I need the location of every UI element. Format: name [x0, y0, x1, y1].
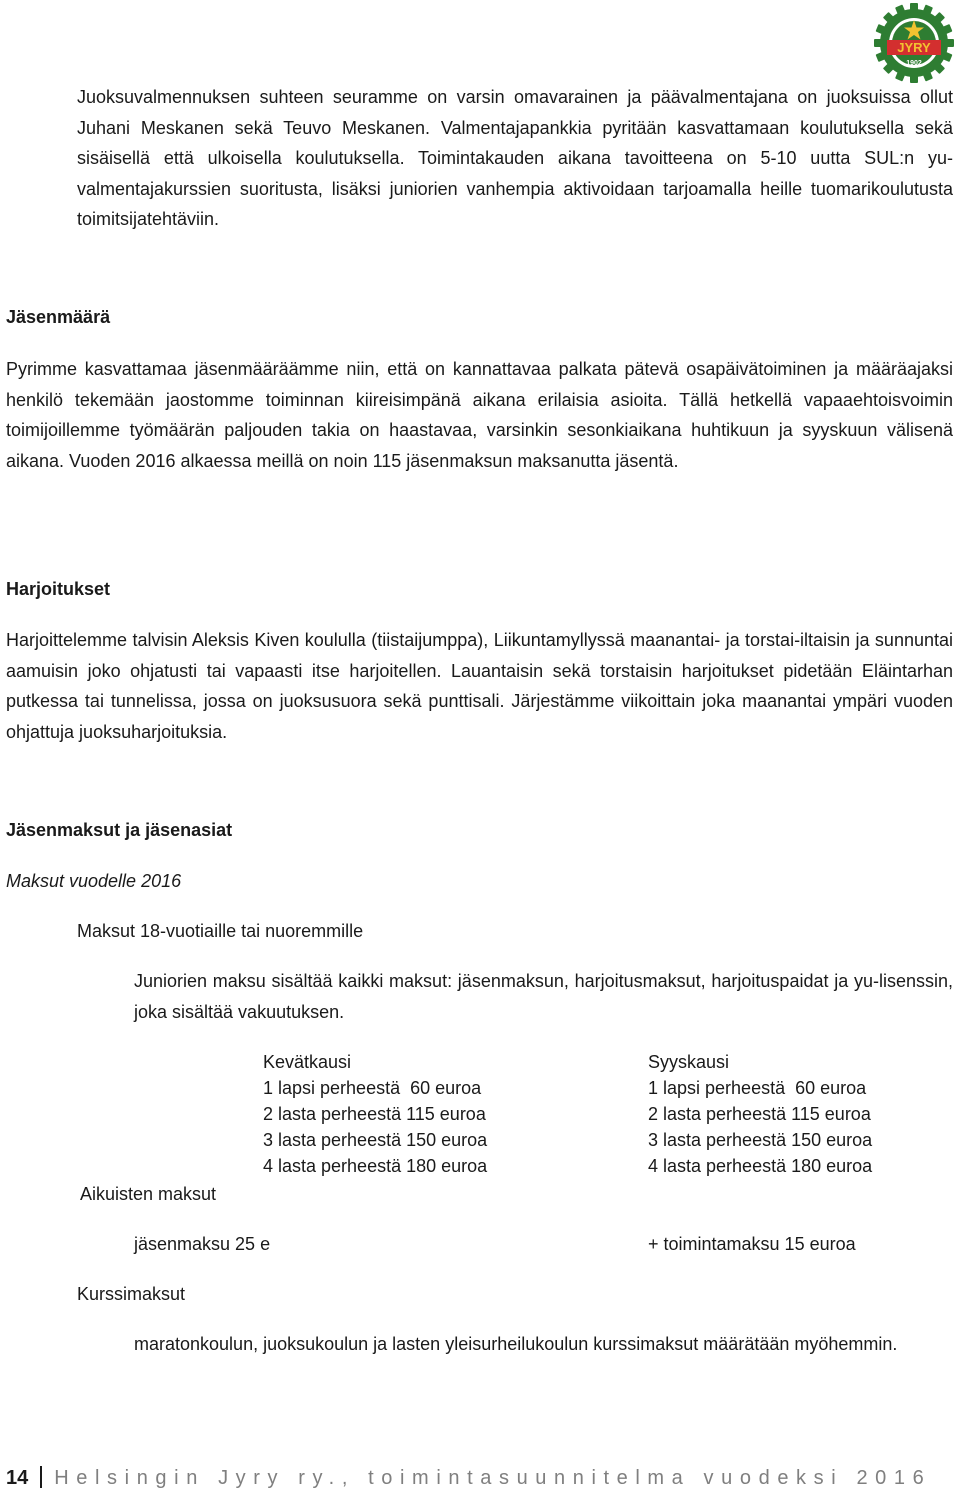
- adults-membership-fee: jäsenmaksu 25 e: [134, 1234, 271, 1254]
- jyry-logo: [873, 2, 955, 84]
- harjoitukset-paragraph: Harjoittelemme talvisin Aleksis Kiven koululla (tiistaijumppa), Liikuntamyllyssä maanantai- ja torstai-iltaisin ja sunnuntai aamuisin joko ohjatusti tai vapaasti itse harjoitellen. Lauantaisin sekä torstaisin harjoitukset pidetään Eläintarhan putkessa tai tunnelissa, jossa on juoksusuora sekä punttisali. Järjestämme viikoittain joka maanantai ympäri vuoden ohjattuja juoksuharjoituksia.: [6, 630, 953, 742]
- autumn-fees: [648, 1049, 872, 1179]
- spring-row: 2 lasta perheestä 115 euroa: [263, 1104, 486, 1124]
- jasenmaara-heading: Jäsenmäärä: [6, 307, 111, 327]
- adults-title: Aikuisten maksut: [80, 1184, 217, 1204]
- intro-paragraph: Juoksuvalmennuksen suhteen seuramme on varsin omavarainen ja päävalmentajana on juoksuissa ollut Juhani Meskanen sekä Teuvo Meskanen. Valmentajapankkia pyritään kasvattamaan koulutuksella sekä sisäisellä että ulkoisella koulutuksella. Toimintakauden aikana tavoitteena on 5-10 uutta SUL:n yu-valmentajakurssien suoritusta, lisäksi juniorien vanhempia aktivoidaan tarjoamalla heille tuomarikoulutusta toimitsijatehtäviin.: [77, 87, 953, 229]
- svg-text:1902: 1902: [906, 60, 922, 67]
- spring-title: Kevätkausi: [263, 1052, 352, 1072]
- autumn-row: 1 lapsi perheestä 60 euroa: [648, 1078, 867, 1098]
- footer-text: Helsingin Jyry ry., toimintasuunnitelma vuodeksi 2016: [54, 1467, 932, 1489]
- spring-fees: [263, 1049, 487, 1179]
- spring-row: 4 lasta perheestä 180 euroa: [263, 1156, 488, 1176]
- autumn-row: 4 lasta perheestä 180 euroa: [648, 1156, 873, 1176]
- jasenmaksut-heading: Jäsenmaksut ja jäsenasiat: [6, 820, 233, 840]
- footer-divider: [40, 1466, 42, 1488]
- page-footer: [6, 1466, 931, 1490]
- autumn-row: 3 lasta perheestä 150 euroa: [648, 1130, 873, 1150]
- autumn-title: Syyskausi: [648, 1052, 730, 1072]
- spring-row: 1 lapsi perheestä 60 euroa: [263, 1078, 482, 1098]
- juniors-paragraph: Juniorien maksu sisältää kaikki maksut: jäsenmaksun, harjoitusmaksut, harjoituspaidat ja yu-lisenssin, joka sisältää vakuutuksen.: [134, 971, 953, 1022]
- jasenmaara-paragraph: Pyrimme kasvattamaa jäsenmääräämme niin, että on kannattavaa palkata pätevä osapäivätoiminen ja määräajaksi henkilö tekemään jaostomme toiminnan kiireisimpänä aikana erilaisia asioita. Tällä hetkellä vapaaehtoisvoimin toimijoillemme työmäärän paljouden takia on haastavaa, varsinkin sesonkiaikana huhtikuun ja syyskuun välisenä aikana. Vuoden 2016 alkaessa meillä on noin 115 jäsenmaksun maksanutta jäsentä.: [6, 359, 953, 471]
- harjoitukset-heading: Harjoitukset: [6, 579, 111, 599]
- spring-row: 3 lasta perheestä 150 euroa: [263, 1130, 488, 1150]
- autumn-row: 2 lasta perheestä 115 euroa: [648, 1104, 871, 1124]
- maksut-subheading: Maksut vuodelle 2016: [6, 871, 182, 891]
- juniors-title: Maksut 18-vuotiaille tai nuoremmille: [77, 921, 364, 941]
- page-number: 14: [6, 1467, 29, 1489]
- adults-activity-fee: + toimintamaksu 15 euroa: [648, 1234, 856, 1254]
- courses-paragraph: maratonkoulun, juoksukoulun ja lasten yleisurheilukoulun kurssimaksut määrätään myöhemmin.: [134, 1334, 898, 1354]
- courses-title: Kurssimaksut: [77, 1284, 186, 1304]
- svg-text:JYRY: JYRY: [897, 40, 931, 55]
